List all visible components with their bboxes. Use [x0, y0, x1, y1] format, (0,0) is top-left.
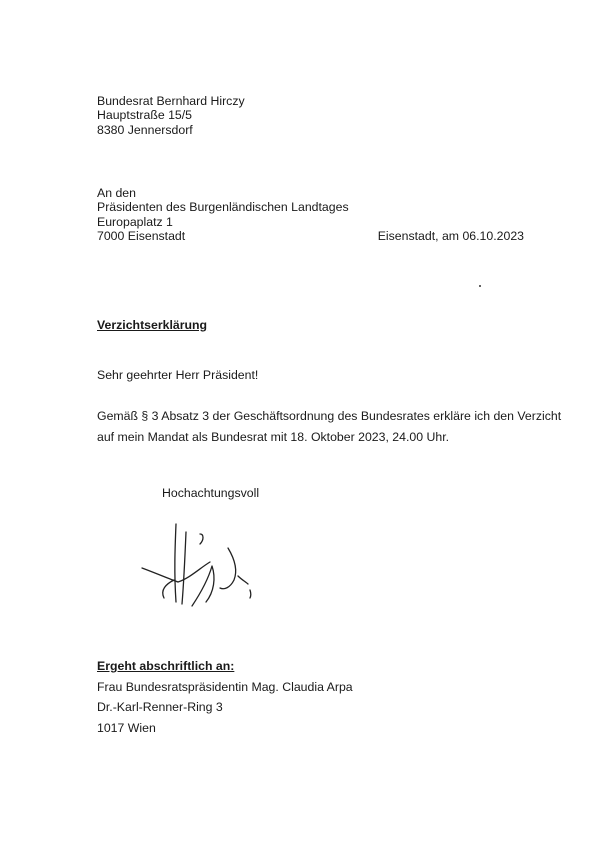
cc-heading: Ergeht abschriftlich an: [97, 659, 235, 673]
recipient-line2: Präsidenten des Burgenländischen Landtages [97, 200, 349, 215]
salutation: Sehr geehrter Herr Präsident! [97, 368, 259, 382]
recipient-street: Europaplatz 1 [97, 214, 173, 229]
recipient-line1: An den [97, 186, 136, 200]
body-line-1: Gemäß § 3 Absatz 3 der Geschäftsordnung des Bundesrates erkläre ich den Verzicht [97, 409, 562, 423]
scan-speck [479, 285, 481, 287]
sender-address [97, 94, 245, 137]
body-paragraph [97, 406, 561, 447]
subject-heading: Verzichtserklärung [97, 318, 208, 332]
cc-name: Frau Bundesratspräsidentin Mag. Claudia Arpa [97, 679, 353, 694]
cc-block [97, 656, 353, 738]
recipient-city: 7000 Eisenstadt [97, 228, 186, 243]
sender-street: Hauptstraße 15/5 [97, 108, 193, 123]
body-line-2: auf mein Mandat als Bundesrat mit 18. Oktober 2023, 24.00 Uhr. [97, 429, 450, 444]
sender-name: Bundesrat Bernhard Hirczy [97, 94, 245, 108]
recipient-address [97, 186, 349, 243]
cc-street: Dr.-Karl-Renner-Ring 3 [97, 700, 223, 714]
cc-city: 1017 Wien [97, 720, 156, 735]
date-line: Eisenstadt, am 06.10.2023 [377, 229, 524, 243]
sender-city: 8380 Jennersdorf [97, 122, 193, 137]
handwritten-signature [138, 518, 268, 610]
closing-phrase: Hochachtungsvoll [162, 486, 260, 500]
